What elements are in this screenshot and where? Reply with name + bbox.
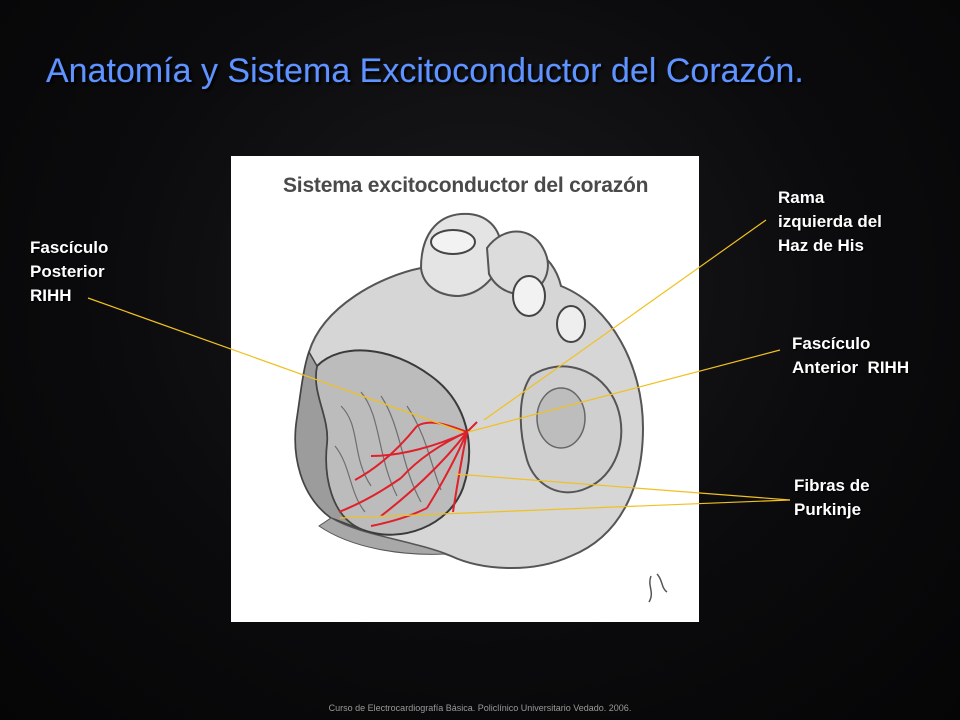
leader-purkinje-upper [455, 474, 790, 500]
figure-title: Sistema excitoconductor del corazón [283, 174, 649, 197]
label-line: izquierda del [778, 212, 882, 231]
label-line: RIHH [30, 286, 72, 305]
leader-fasciculo-posterior [88, 298, 463, 432]
leader-purkinje-lower [340, 500, 790, 518]
leader-fasciculo-anterior [468, 350, 780, 432]
label-fibras-purkinje [794, 474, 870, 522]
label-rama-izquierda [778, 186, 882, 258]
label-line: Fibras de [794, 476, 870, 495]
slide-title: Anatomía y Sistema Excitoconductor del Corazón. [46, 52, 804, 90]
label-line: Purkinje [794, 500, 862, 519]
label-line: Posterior [30, 262, 105, 281]
label-line: Haz de His [778, 236, 864, 255]
label-line: Fascículo [30, 238, 109, 257]
label-line: Anterior RIHH [792, 358, 910, 377]
leader-rama-izquierda [484, 220, 766, 420]
label-line: Fascículo [792, 334, 871, 353]
label-fasciculo-anterior [792, 332, 909, 380]
label-fasciculo-posterior [30, 236, 108, 308]
label-line: Rama [778, 188, 825, 207]
slide-footer: Curso de Electrocardiografía Básica. Policlínico Universitario Vedado. 2006. [328, 703, 632, 713]
